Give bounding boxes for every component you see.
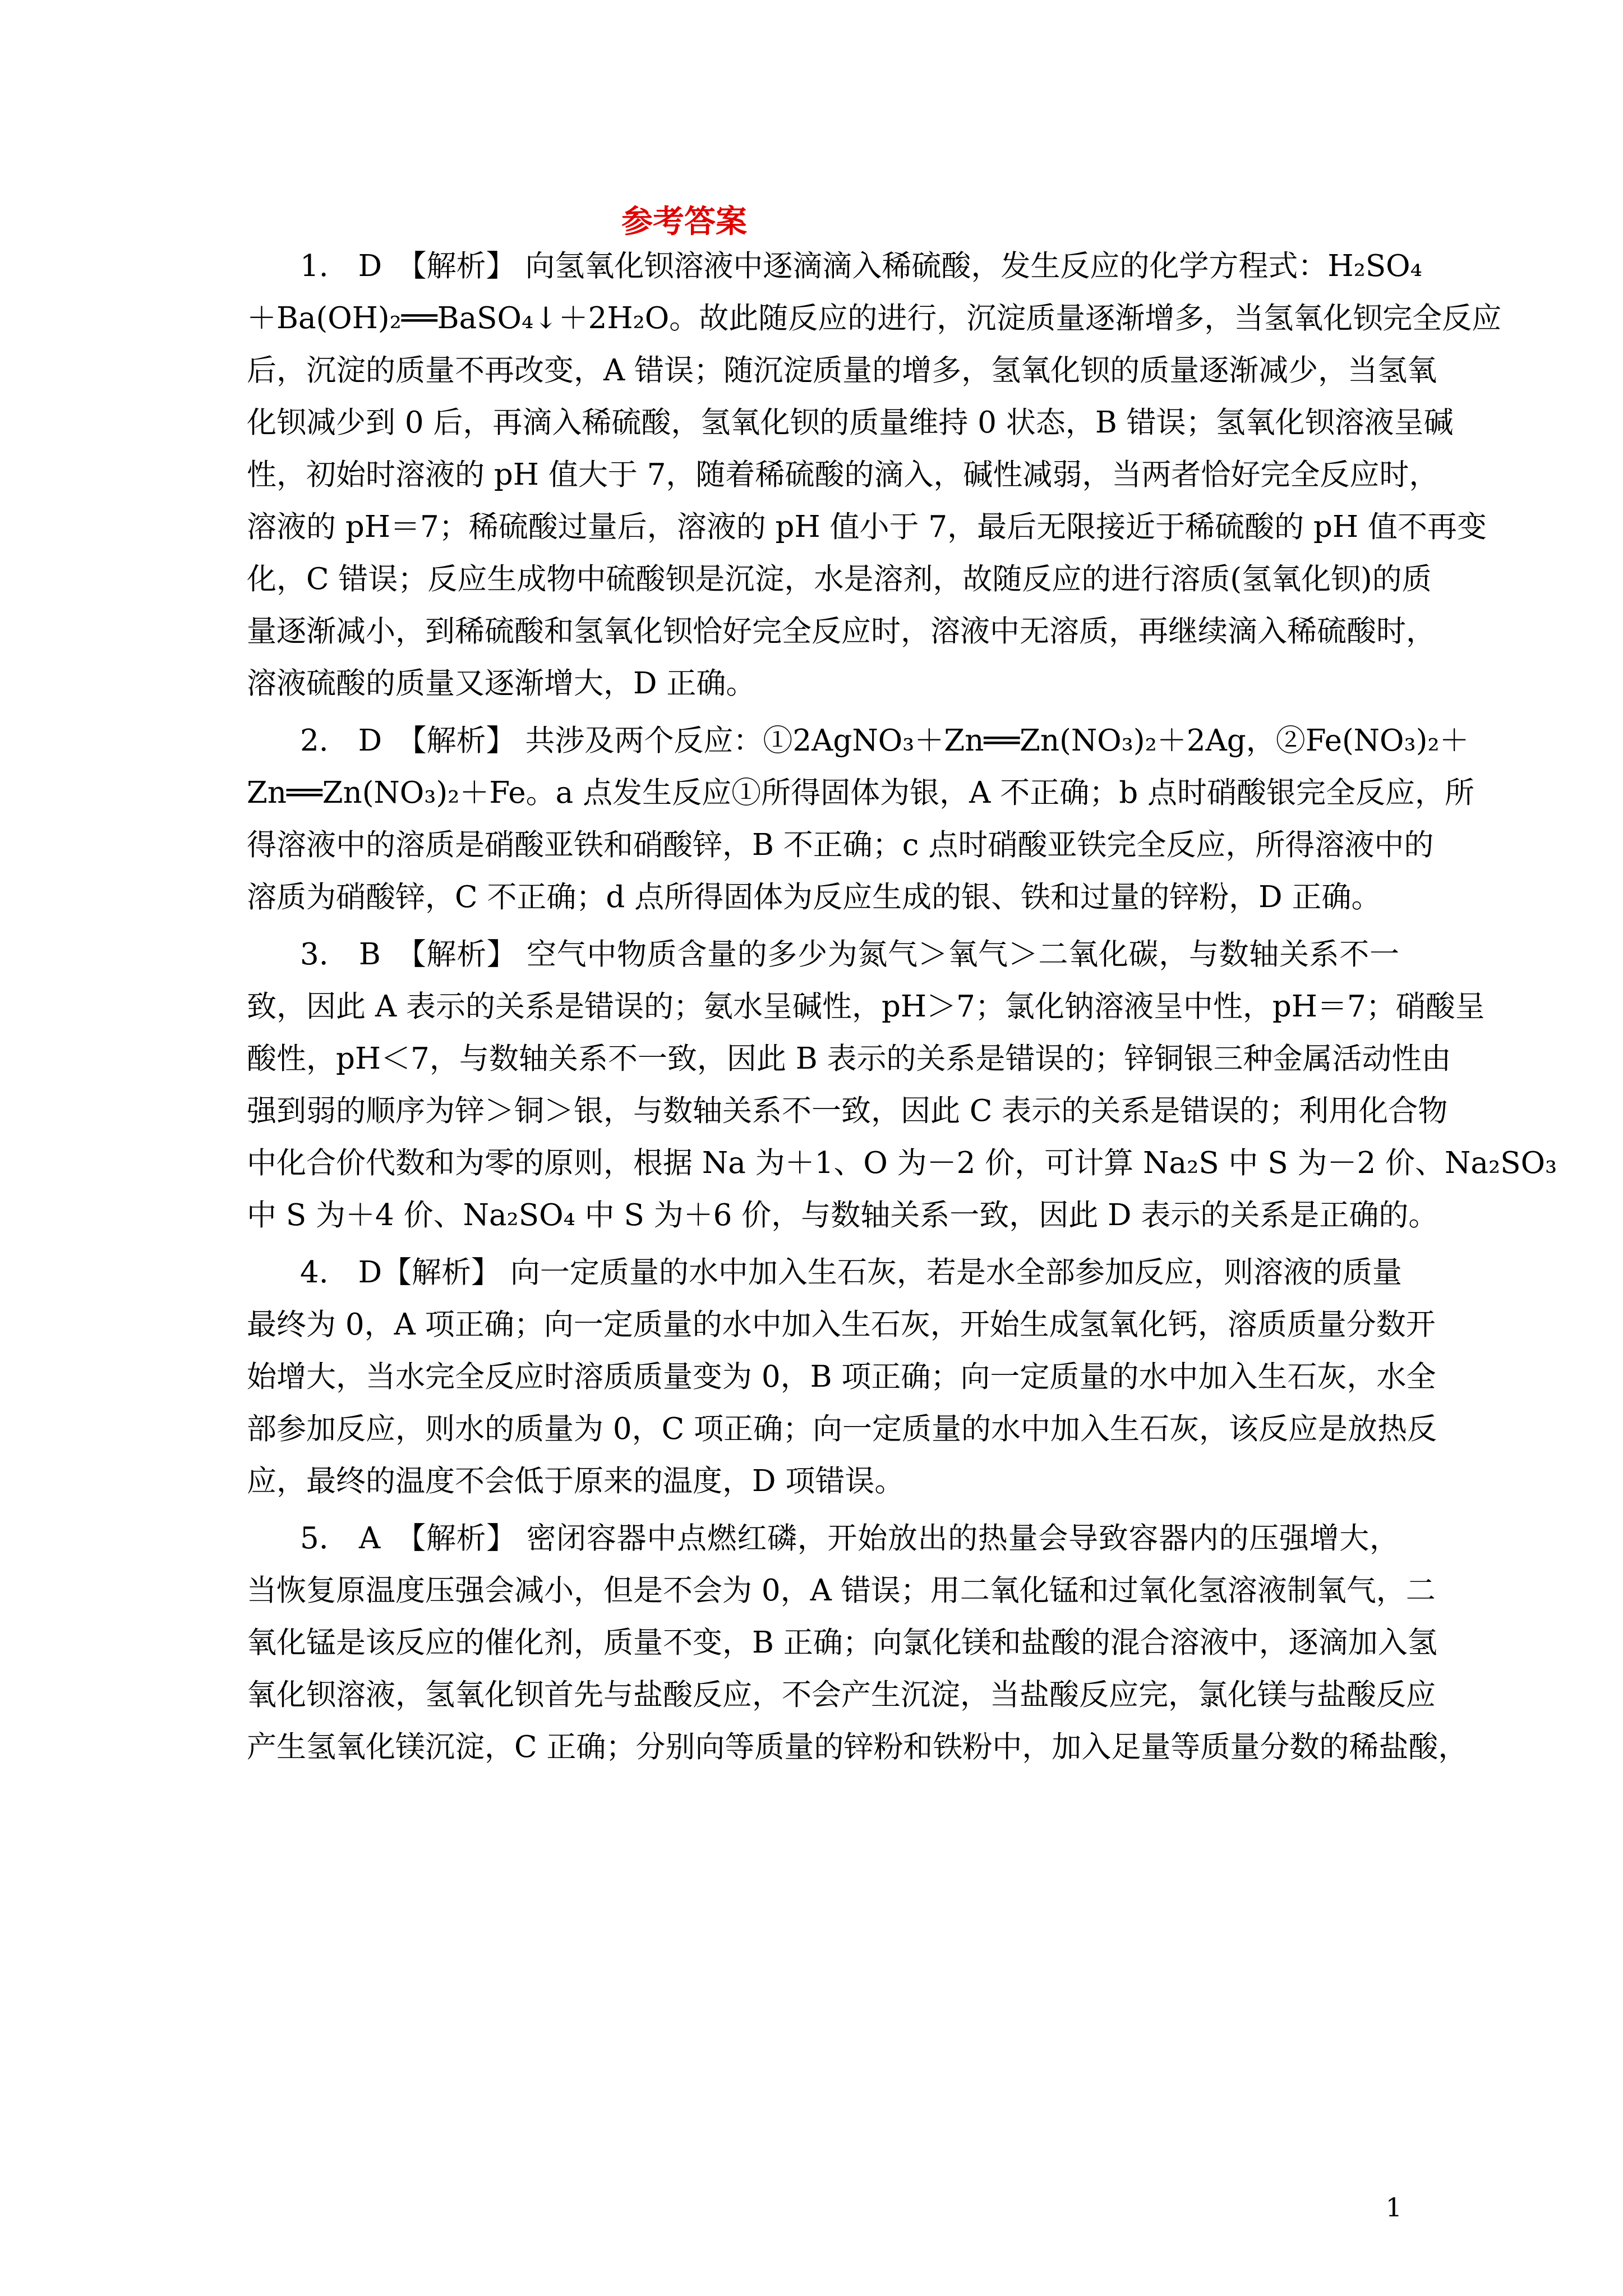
answer-2-line-1: 2. D 【解析】 共涉及两个反应：①2AgNO₃＋Zn══Zn(NO₃)₂＋2Ag，②Fe(NO₃)₂＋ bbox=[300, 724, 1469, 758]
answer-5-line-1: 5. A 【解析】 密闭容器中点燃红磷，开始放出的热量会导致容器内的压强增大， bbox=[300, 1521, 1399, 1556]
answer-4-line-3: 始增大，当水完全反应时溶质质量变为 0，B 项正确；向一定质量的水中加入生石灰，水全 bbox=[247, 1360, 1436, 1394]
answer-5-line-2: 当恢复原温度压强会减小，但是不会为 0，A 错误；用二氧化锰和过氧化氢溶液制氧气，二 bbox=[247, 1573, 1436, 1608]
answer-1-line-9: 溶液硫酸的质量又逐渐增大，D 正确。 bbox=[247, 666, 756, 701]
answer-1-line-2: ＋Ba(OH)₂══BaSO₄↓＋2H₂O。故此随反应的进行，沉淀质量逐渐增多，当氢氧化钡完全反应 bbox=[247, 301, 1502, 335]
page-title: 参考答案 bbox=[621, 203, 747, 240]
answer-3-line-6: 中 S 为＋4 价、Na₂SO₄ 中 S 为＋6 价，与数轴关系一致，因此 D 表示的关系是正确的。 bbox=[247, 1198, 1438, 1232]
answer-1-line-4: 化钡减少到 0 后，再滴入稀硫酸，氢氧化钡的质量维持 0 状态，B 错误；氢氧化钡溶液呈碱 bbox=[247, 406, 1454, 440]
answer-4-line-2: 最终为 0，A 项正确；向一定质量的水中加入生石灰，开始生成氢氧化钙，溶质质量分数开 bbox=[247, 1308, 1436, 1342]
answer-1-line-8: 量逐渐减小，到稀硫酸和氢氧化钡恰好完全反应时，溶液中无溶质，再继续滴入稀硫酸时， bbox=[247, 614, 1436, 648]
answer-1-line-3: 后，沉淀的质量不再改变，A 错误；随沉淀质量的增多，氢氧化钡的质量逐渐减少，当氢氧 bbox=[247, 353, 1437, 388]
answer-3-line-3: 酸性，pH＜7，与数轴关系不一致，因此 B 表示的关系是错误的；锌铜银三种金属活动性由 bbox=[247, 1042, 1451, 1076]
answer-3-line-1: 3. B 【解析】 空气中物质含量的多少为氮气＞氧气＞二氧化碳，与数轴关系不一 bbox=[300, 937, 1399, 972]
answer-3-line-5: 中化合价代数和为零的原则，根据 Na 为＋1、O 为－2 价，可计算 Na₂S 中 S 为－2 价、Na₂SO₃ bbox=[247, 1146, 1557, 1180]
answer-3-line-4: 强到弱的顺序为锌＞铜＞银，与数轴关系不一致，因此 C 表示的关系是错误的；利用化合物 bbox=[247, 1094, 1448, 1128]
answer-1-line-5: 性，初始时溶液的 pH 值大于 7，随着稀硫酸的滴入，碱性减弱，当两者恰好完全反应时， bbox=[247, 458, 1439, 492]
answer-2-line-4: 溶质为硝酸锌，C 不正确；d 点所得固体为反应生成的银、铁和过量的锌粉，D 正确。 bbox=[247, 880, 1381, 914]
answer-2-line-3: 得溶液中的溶质是硝酸亚铁和硝酸锌，B 不正确；c 点时硝酸亚铁完全反应，所得溶液中的 bbox=[247, 828, 1434, 862]
answer-5-line-5: 产生氢氧化镁沉淀，C 正确；分别向等质量的锌粉和铁粉中，加入足量等质量分数的稀盐酸， bbox=[247, 1730, 1468, 1764]
answer-1-line-6: 溶液的 pH＝7；稀硫酸过量后，溶液的 pH 值小于 7，最后无限接近于稀硫酸的 pH 值不再变 bbox=[247, 510, 1487, 544]
answer-5-line-3: 氧化锰是该反应的催化剂，质量不变，B 正确；向氯化镁和盐酸的混合溶液中，逐滴加入氢 bbox=[247, 1626, 1437, 1660]
page-number: 1 bbox=[1385, 2192, 1402, 2223]
answer-4-line-1: 4. D【解析】 向一定质量的水中加入生石灰，若是水全部参加反应，则溶液的质量 bbox=[300, 1255, 1402, 1290]
answer-3-line-2: 致，因此 A 表示的关系是错误的；氨水呈碱性，pH＞7；氯化钠溶液呈中性，pH＝7；硝酸呈 bbox=[247, 990, 1485, 1024]
answer-4-line-4: 部参加反应，则水的质量为 0，C 项正确；向一定质量的水中加入生石灰，该反应是放热反 bbox=[247, 1412, 1437, 1446]
answer-5-line-4: 氧化钡溶液，氢氧化钡首先与盐酸反应，不会产生沉淀，当盐酸反应完，氯化镁与盐酸反应 bbox=[247, 1678, 1436, 1712]
answer-1-line-7: 化，C 错误；反应生成物中硫酸钡是沉淀，水是溶剂，故随反应的进行溶质(氢氧化钡)的质 bbox=[247, 562, 1432, 596]
answer-2-line-2: Zn══Zn(NO₃)₂＋Fe。a 点发生反应①所得固体为银，A 不正确；b 点时硝酸银完全反应，所 bbox=[247, 776, 1474, 810]
answer-1-line-1: 1. D 【解析】 向氢氧化钡溶液中逐滴滴入稀硫酸，发生反应的化学方程式：H₂SO₄ bbox=[300, 249, 1422, 283]
answer-4-line-5: 应，最终的温度不会低于原来的温度，D 项错误。 bbox=[247, 1464, 905, 1498]
